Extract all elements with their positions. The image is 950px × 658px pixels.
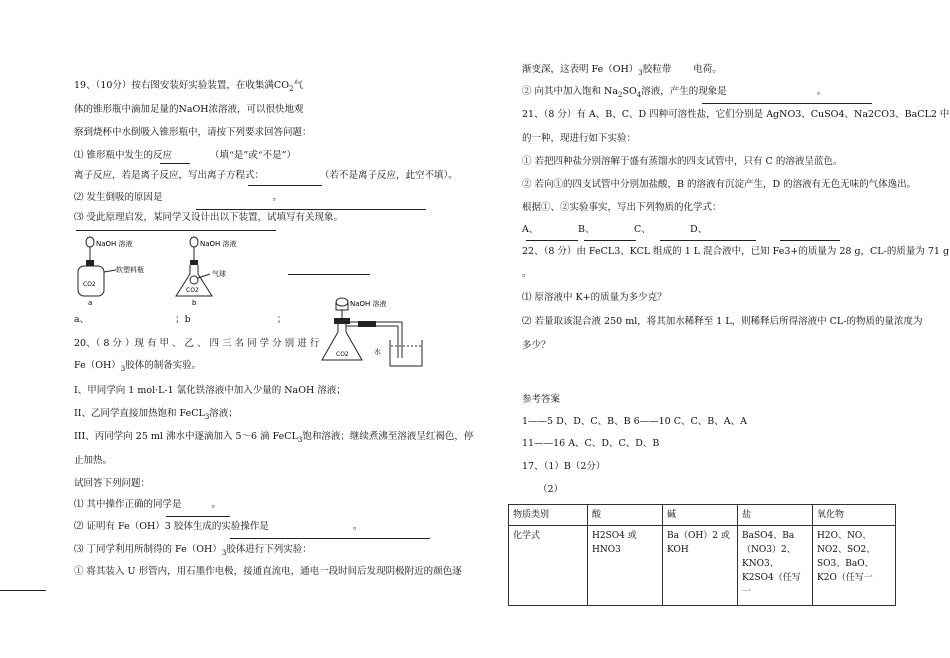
- q20-iii-cont: 止加热。: [74, 455, 113, 466]
- svg-text:NaOH 溶液: NaOH 溶液: [200, 240, 237, 248]
- q21-line2: 的一种，现进行如下实验：: [522, 133, 637, 144]
- apparatus-main-figure: [318, 296, 430, 372]
- answers-11-16: 11——16 A、C、D、C、D、B: [522, 438, 660, 449]
- q20-part3a: ① 将其装入 U 形管内，用石墨作电极，接通直流电，通电一段时间后发现阴极附近的颜色逐: [74, 566, 462, 577]
- q21-line1: 21、（8 分）有 A、B、C、D 四种可溶性盐，它们分别是 AgNO3、CuSO4、Na2CO3、BaCL2 中: [522, 109, 950, 120]
- q22-part2-cont: 多少？: [522, 340, 551, 351]
- table-cell: H2O、NO、NO2、SO2、SO3、BaO、K2O（任写一: [813, 526, 896, 606]
- table-header: 酸: [588, 505, 663, 526]
- table-header-row: [509, 505, 896, 526]
- answer-blank[interactable]: [702, 103, 872, 104]
- svg-text:CO2: CO2: [186, 287, 199, 294]
- table-header: 氧化物: [813, 505, 896, 526]
- table-cell: Ba（OH）2 或 KOH: [663, 526, 738, 606]
- answer-blank[interactable]: [160, 163, 190, 164]
- svg-text:a: a: [88, 299, 93, 307]
- q20-ask: 试回答下列问题：: [74, 478, 151, 489]
- q22-line1: 22、（8 分）由 FeCL3、KCL 组成的 1 L 混合液中，已知 Fe3+的质量为 28 g，CL-的质量为 71 g: [522, 246, 950, 257]
- answer-blank[interactable]: [526, 240, 578, 241]
- answer-blank[interactable]: [660, 240, 756, 241]
- q20-line2: $Fe(OH)_3$胶体的制备实验。: [74, 360, 202, 373]
- answer-table: [508, 504, 896, 606]
- answer-blank[interactable]: [230, 538, 430, 539]
- table-cell: H2SO4 或 HNO3: [588, 526, 663, 606]
- table-header: 盐: [738, 505, 813, 526]
- q22-part2: ⑵ 若量取该混合液 250 ml，将其加水稀释至 1 L，则稀释后所得溶液中 CL-的物质的量浓度为: [522, 316, 923, 327]
- answer-blank[interactable]: [248, 185, 322, 186]
- answers-1-10: 1——5 D、D、C、B、B 6——10 C、C、B、A、A: [522, 416, 747, 427]
- q21-exp3: 根据①、②实验事实，写出下列物质的化学式：: [522, 202, 722, 213]
- q19-part3: ⑶ 受此原理启发，某同学又设计出以下装置，试填写有关现象。: [74, 212, 344, 223]
- answer-blank[interactable]: [166, 516, 230, 517]
- answer-blank[interactable]: [584, 240, 636, 241]
- svg-text:CO2: CO2: [83, 281, 96, 288]
- q21-exp1: ① 若把四种盐分别溶解于盛有蒸馏水的四支试管中，只有 C 的溶液呈蓝色。: [522, 156, 843, 167]
- table-cell: BaSO4、Ba（NO3）2、KNO3、K2SO4（任写一: [738, 526, 813, 606]
- q20-line1: 20、（ 8 分 ）现 有 甲 、 乙 、 四 三 名 同 学 分 别 进 行: [74, 338, 320, 349]
- q19-part1c: 离子反应，若是离子反应，写出离子方程式： （若不是离子反应，此空不填）。: [74, 170, 458, 181]
- table-header: 碱: [663, 505, 738, 526]
- answer-blank[interactable]: [288, 274, 370, 275]
- svg-text:软塑料瓶: 软塑料瓶: [116, 266, 144, 274]
- figure-b: [176, 237, 237, 307]
- r-line2: ② 向其中加入饱和 $Na_2SO_4$溶液，产生的现象是 。: [522, 86, 827, 99]
- q20-part2: ⑵ 证明有 Fe（OH）3 胶体生成的实验操作是 。: [74, 521, 363, 532]
- answer-blank[interactable]: [196, 209, 426, 210]
- answer-blank[interactable]: [76, 230, 276, 231]
- svg-text:CO2: CO2: [336, 351, 349, 358]
- q22-part1: ⑴ 原溶液中 K+的质量为多少克？: [522, 292, 667, 303]
- r-line1: 渐变深，这表明 $Fe(OH)_3$胶粒带 电荷。: [522, 64, 722, 77]
- q19-part2: ⑵ 发生倒吸的原因是 。: [74, 192, 283, 203]
- svg-text:气球: 气球: [212, 270, 226, 278]
- answer-blank[interactable]: [780, 240, 840, 241]
- figure-a: [78, 237, 144, 307]
- svg-text:水: 水: [374, 348, 381, 356]
- q21-exp2: ② 若向①的四支试管中分别加盐酸，B 的溶液有沉淀产生，D 的溶液有无色无味的气体逸出。: [522, 179, 917, 190]
- q21-abcd: A、 B、 C、 D、: [522, 224, 708, 235]
- reference-title: 参考答案: [522, 394, 561, 405]
- q20-ii: II、乙同学直接加热饱和 FeCL$_3$溶液；: [74, 408, 238, 421]
- margin-rule: [0, 590, 46, 591]
- table-header: 物质类别: [509, 505, 588, 526]
- q22-dot: 。: [522, 268, 532, 279]
- q19-line3: 察到烧杯中水倒吸入锥形瓶中，请按下列要求回答问题：: [74, 127, 312, 138]
- svg-text:NaOH 溶液: NaOH 溶液: [350, 300, 387, 308]
- q19-line1: 19、（10分）按右图安装好实验装置，在收集满$CO_2$气: [74, 80, 303, 93]
- q19-part1a: ⑴ 锥形瓶中发生的反应 （填“是”或“不是”）: [74, 150, 296, 161]
- q20-i: I、甲同学向 1 mol·L-1 氯化铁溶液中加入少量的 NaOH 溶液；: [74, 385, 346, 396]
- answer-17-1: 17、（1）B（2分）: [522, 461, 606, 472]
- svg-text:b: b: [192, 299, 197, 307]
- svg-text:NaOH 溶液: NaOH 溶液: [96, 240, 133, 248]
- apparatus-figures-ab: [72, 232, 242, 310]
- answer-17-2: （2）: [538, 484, 564, 495]
- table-row: [509, 526, 896, 606]
- q19-line2: 体的锥形瓶中滴加足量的NaOH浓溶液，可以很快地观: [74, 104, 304, 115]
- q20-part3: ⑶ 丁同学利用所制得的 $Fe(OH)_3$胶体进行下列实验：: [74, 544, 312, 557]
- q20-iii: III、丙同学向 25 ml 沸水中逐滴加入 5～6 滴 FeCL$_3$饱和溶液；继续煮沸至溶液呈红褐色，停: [74, 431, 474, 444]
- q19-answers-ab: a、 ；b ；: [74, 314, 287, 325]
- q20-part1: ⑴ 其中操作正确的同学是 。: [74, 499, 222, 510]
- table-cell: 化学式: [509, 526, 588, 606]
